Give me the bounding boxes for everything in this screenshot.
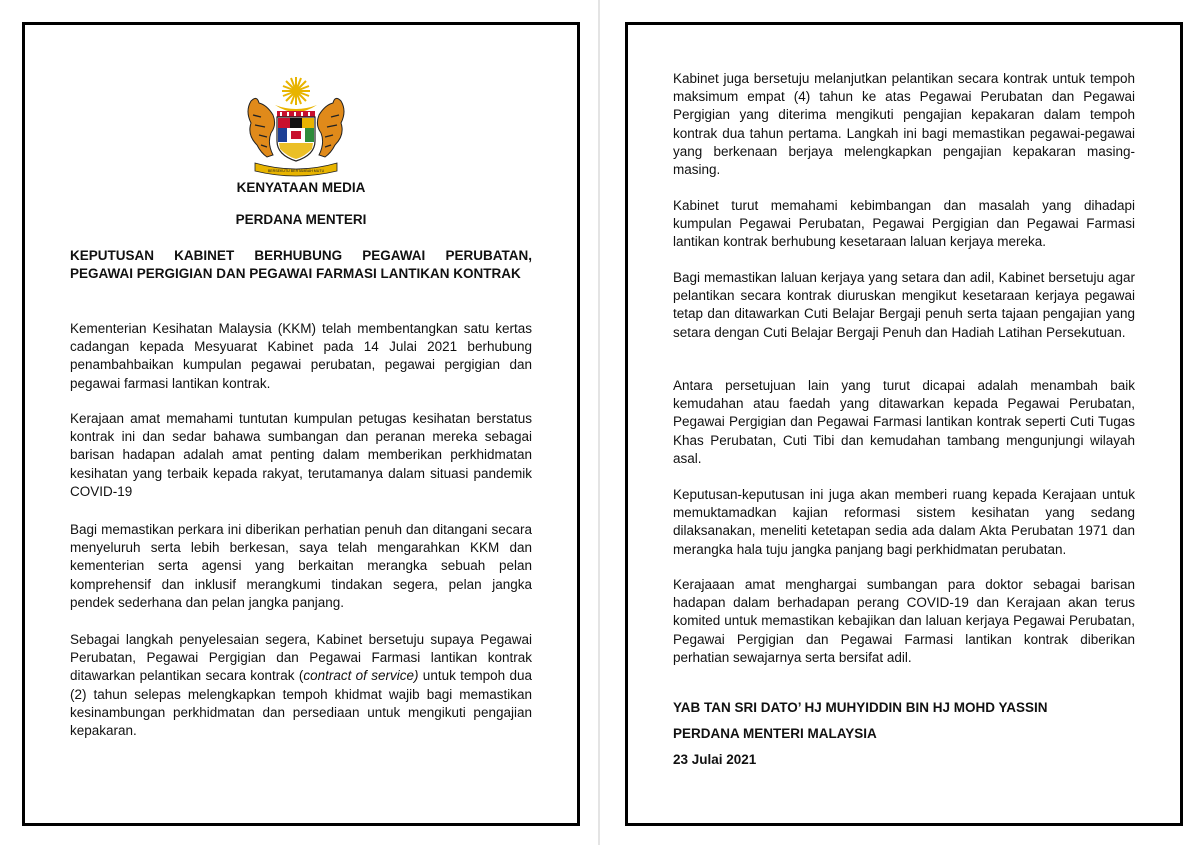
paragraph: Kementerian Kesihatan Malaysia (KKM) telah membentangkan satu kertas cadangan kepada Mesyuarat Kabinet pada 14 Julai 2021 berhubung penambahbaikan kumpulan pegawai perubatan, pegawai pergigian dan pegawai farmasi lantikan kontrak. xyxy=(70,321,532,391)
signatory-name: YAB TAN SRI DATO’ HJ MUHYIDDIN BIN HJ MOHD YASSIN xyxy=(673,700,1048,715)
signatory-title: PERDANA MENTERI MALAYSIA xyxy=(673,726,877,741)
paragraph: Bagi memastikan perkara ini diberikan perhatian penuh dan ditangani secara menyeluruh serta lebih berkesan, saya telah mengarahkan KKM dan kementerian serta agensi yang berkaitan merangka sebuah pelan komprehensif dan inklusif merangkumi tindakan segera, pelan jangka pendek sederhana dan pelan jangka panjang. xyxy=(70,522,532,610)
paragraph: Kerajaan amat memahami tuntutan kumpulan petugas kesihatan berstatus kontrak ini dan sedar bahawa sumbangan dan peranan mereka sebagai barisan hadapan adalah amat penting dalam memberikan perkhidmatan kesihatan yang terbaik kepada rakyat, terutamanya dalam situasi pandemik COVID-19 xyxy=(70,411,532,499)
office-heading: PERDANA MENTERI xyxy=(235,212,367,227)
paragraph: Keputusan-keputusan ini juga akan memberi ruang kepada Kerajaan untuk memuktamadkan kajian reformasi sistem kesihatan yang sedang dilaksanakan, meneliti ketetapan sedia ada dalam Akta Perubatan 1971 dan merangka hala tuju jangka panjang bagi perkhidmatan perubatan. xyxy=(673,487,1135,557)
statement-date: 23 Julai 2021 xyxy=(673,752,757,767)
paragraph-text: untuk tempoh dua (2) tahun selepas melengkapkan tempoh khidmat wajib bagi memastikan kesinambungan perkhidmatan dan persediaan untuk mengikuti pengajian kepakaran. xyxy=(70,668,532,739)
page-divider xyxy=(598,0,600,845)
paragraph: Kabinet juga bersetuju melanjutkan pelantikan secara kontrak untuk tempoh maksimum empat (4) tahun ke atas Pegawai Perubatan dan Pegawai Pergigian yang diterima mengikuti pengajian kepakaran dalam tempoh kontrak dua tahun pertama. Langkah ini bagi memastikan pegawai-pegawai yang berkenaan berjaya melengkapkan pengajian kepakaran masing-masing. xyxy=(673,71,1135,178)
paragraph: Bagi memastikan laluan kerjaya yang setara dan adil, Kabinet bersetuju agar pelantikan secara kontrak diuruskan mengikut kesetaraan kerjaya pegawai tetap dan ditawarkan Cuti Belajar Bergaji penuh serta tajaan pengajian yang setara dengan Cuti Belajar Bergaji Penuh dan Hadiah Latihan Persekutuan. xyxy=(673,270,1135,340)
svg-text:BERSEKUTU BERTAMBAH MUTU: BERSEKUTU BERTAMBAH MUTU xyxy=(267,169,325,173)
document-title: KEPUTUSAN KABINET BERHUBUNG PEGAWAI PERUBATAN, PEGAWAI PERGIGIAN DAN PEGAWAI FARMASI LANTIKAN KONTRAK xyxy=(70,248,532,281)
paragraph: Antara persetujuan lain yang turut dicapai adalah menambah baik kemudahan atau faedah yang ditawarkan kepada Pegawai Perubatan, Pegawai Pergigian dan Pegawai Farmasi lantikan kontrak seperti Cuti Tugas Khas Perubatan, Cuti Tibi dan kemudahan tambang mengunjungi wilayah asal. xyxy=(673,378,1135,466)
italic-term: contract of service) xyxy=(303,668,419,684)
paragraph xyxy=(70,631,532,740)
paragraph: Kabinet turut memahami kebimbangan dan masalah yang dihadapi kumpulan Pegawai Perubatan, Pegawai Pergigian dan Pegawai Farmasi lantikan kontrak berhubung kesetaraan laluan kerjaya mereka. xyxy=(673,198,1135,250)
paragraph: Kerajaaan amat menghargai sumbangan para doktor sebagai barisan hadapan dalam berhadapan perang COVID-19 dan Kerajaan akan terus komited untuk memastikan kebajikan dan laluan kerjaya Pegawai Perubatan, Pegawai Pergigian dan Pegawai Farmasi lantikan kontrak diberikan perhatian sewajarnya serta bersifat adil. xyxy=(673,577,1135,665)
document-page-left xyxy=(22,22,580,826)
document-page-right xyxy=(625,22,1183,826)
malaysia-coat-of-arms-icon xyxy=(237,71,355,181)
media-statement-label: KENYATAAN MEDIA xyxy=(236,180,366,195)
paragraph-text: Sebagai langkah penyelesaian segera, Kabinet bersetuju supaya Pegawai Perubatan, Pegawai Pergigian dan Pegawai Farmasi lantikan kontrak ditawarkan pelantikan secara kontrak ( xyxy=(70,632,532,684)
